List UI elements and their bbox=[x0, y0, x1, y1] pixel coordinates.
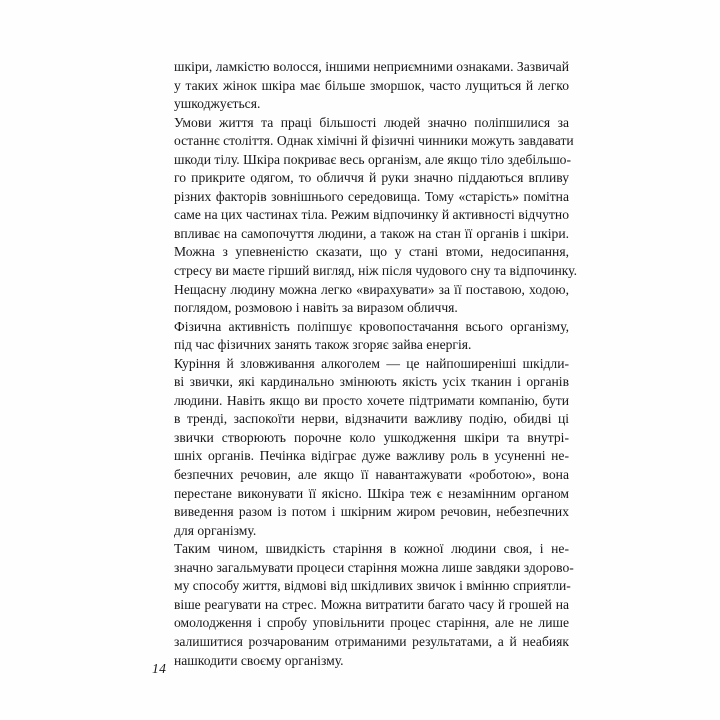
paragraph-4 bbox=[152, 355, 569, 540]
text-line: Таким чином, швидкість старіння в кожної людини своя, і не- bbox=[174, 541, 569, 557]
text-line: Куріння й зловживання алкоголем — це найпоширеніші шкідли- bbox=[174, 355, 569, 371]
text-line: в тренді, заспокоїти нерви, відзначити важливу подію, обидві ці bbox=[174, 411, 569, 427]
text-line: ушкоджується. bbox=[174, 96, 261, 112]
text-line: виведення разом із потом і шкірним жиром речовин, небезпечних bbox=[174, 504, 569, 520]
text-line: людини. Навіть якщо ви просто хочете підтримати компанію, бути bbox=[174, 392, 569, 408]
text-line: го прикрите одягом, то обличчя й руки значно піддаються впливу bbox=[174, 170, 569, 186]
text-line: му способу життя, відмові від шкідливих звичок і вмінню сприятли- bbox=[174, 578, 571, 594]
text-line: впливає на самопочуття людини, а також на стан її органів і шкіри. bbox=[174, 225, 569, 241]
text-line: різних факторів зовнішнього середовища. Тому «старість» помітна bbox=[174, 188, 569, 204]
text-line: останнє століття. Однак хімічні й фізичні чинники можуть завдавати bbox=[174, 133, 574, 149]
text-line: під час фізичних занять також згоряє зайва енергія. bbox=[174, 337, 472, 353]
text-line: Можна з упевненістю сказати, що у стані втоми, недосипання, bbox=[174, 244, 569, 260]
text-line: Нещасну людину можна легко «вирахувати» за її поставою, ходою, bbox=[174, 281, 569, 297]
text-line: шніх органів. Печінка відіграє дуже важливу роль в усуненні не- bbox=[174, 448, 569, 464]
paragraph-5 bbox=[152, 540, 574, 670]
text-line: безпечних речовин, але якщо її навантажувати «роботою», вона bbox=[174, 467, 569, 483]
text-line: шкіри, ламкістю волосся, іншими неприємними ознаками. Зазвичай bbox=[174, 59, 569, 74]
text-line: перестане виконувати її якісно. Шкіра теж є незамінним органом bbox=[174, 485, 569, 501]
text-line: ві звички, які кардинально змінюють якість усіх тканин і органів bbox=[174, 374, 569, 390]
paragraph-3 bbox=[152, 318, 569, 355]
text-line: значно загальмувати процеси старіння можна лише завдяки здорово- bbox=[174, 559, 574, 575]
text-line: віше реагувати на стрес. Можна витратити багато часу й грошей на bbox=[174, 596, 569, 612]
text-line: Фізична активність поліпшує кровопостачання всього організму, bbox=[174, 318, 569, 334]
text-line: стресу ви маєте гірший вигляд, ніж після чудового сну та відпочинку. bbox=[174, 263, 578, 279]
text-line: омолодження і спробу уповільнити процес старіння, але не лише bbox=[174, 615, 569, 631]
text-line: Умови життя та праці більшості людей значно поліпшилися за bbox=[174, 114, 569, 130]
text-line: шкоди тілу. Шкіра покриває весь організм, але якщо тіло здебільшо- bbox=[174, 151, 571, 167]
text-line: звички створюють порочне коло ушкодження шкіри та внутрі- bbox=[174, 429, 569, 445]
page-number: 14 bbox=[152, 661, 167, 676]
text-line: для організму. bbox=[174, 522, 257, 538]
page-text-block bbox=[152, 58, 578, 670]
paragraph-1 bbox=[152, 58, 569, 114]
text-line: поглядом, розмовою і навіть за виразом обличчя. bbox=[174, 300, 458, 316]
paragraph-2 bbox=[152, 114, 578, 318]
text-line: залишитися розчарованим отриманими результатами, а й неабияк bbox=[174, 633, 569, 649]
text-line: нашкодити своєму організму. bbox=[174, 652, 344, 668]
text-line: у таких жінок шкіра має більше зморшок, часто лущиться й легко bbox=[174, 77, 569, 93]
text-line: саме на цих частинах тіла. Режим відпочинку й активності відчутно bbox=[174, 207, 569, 223]
